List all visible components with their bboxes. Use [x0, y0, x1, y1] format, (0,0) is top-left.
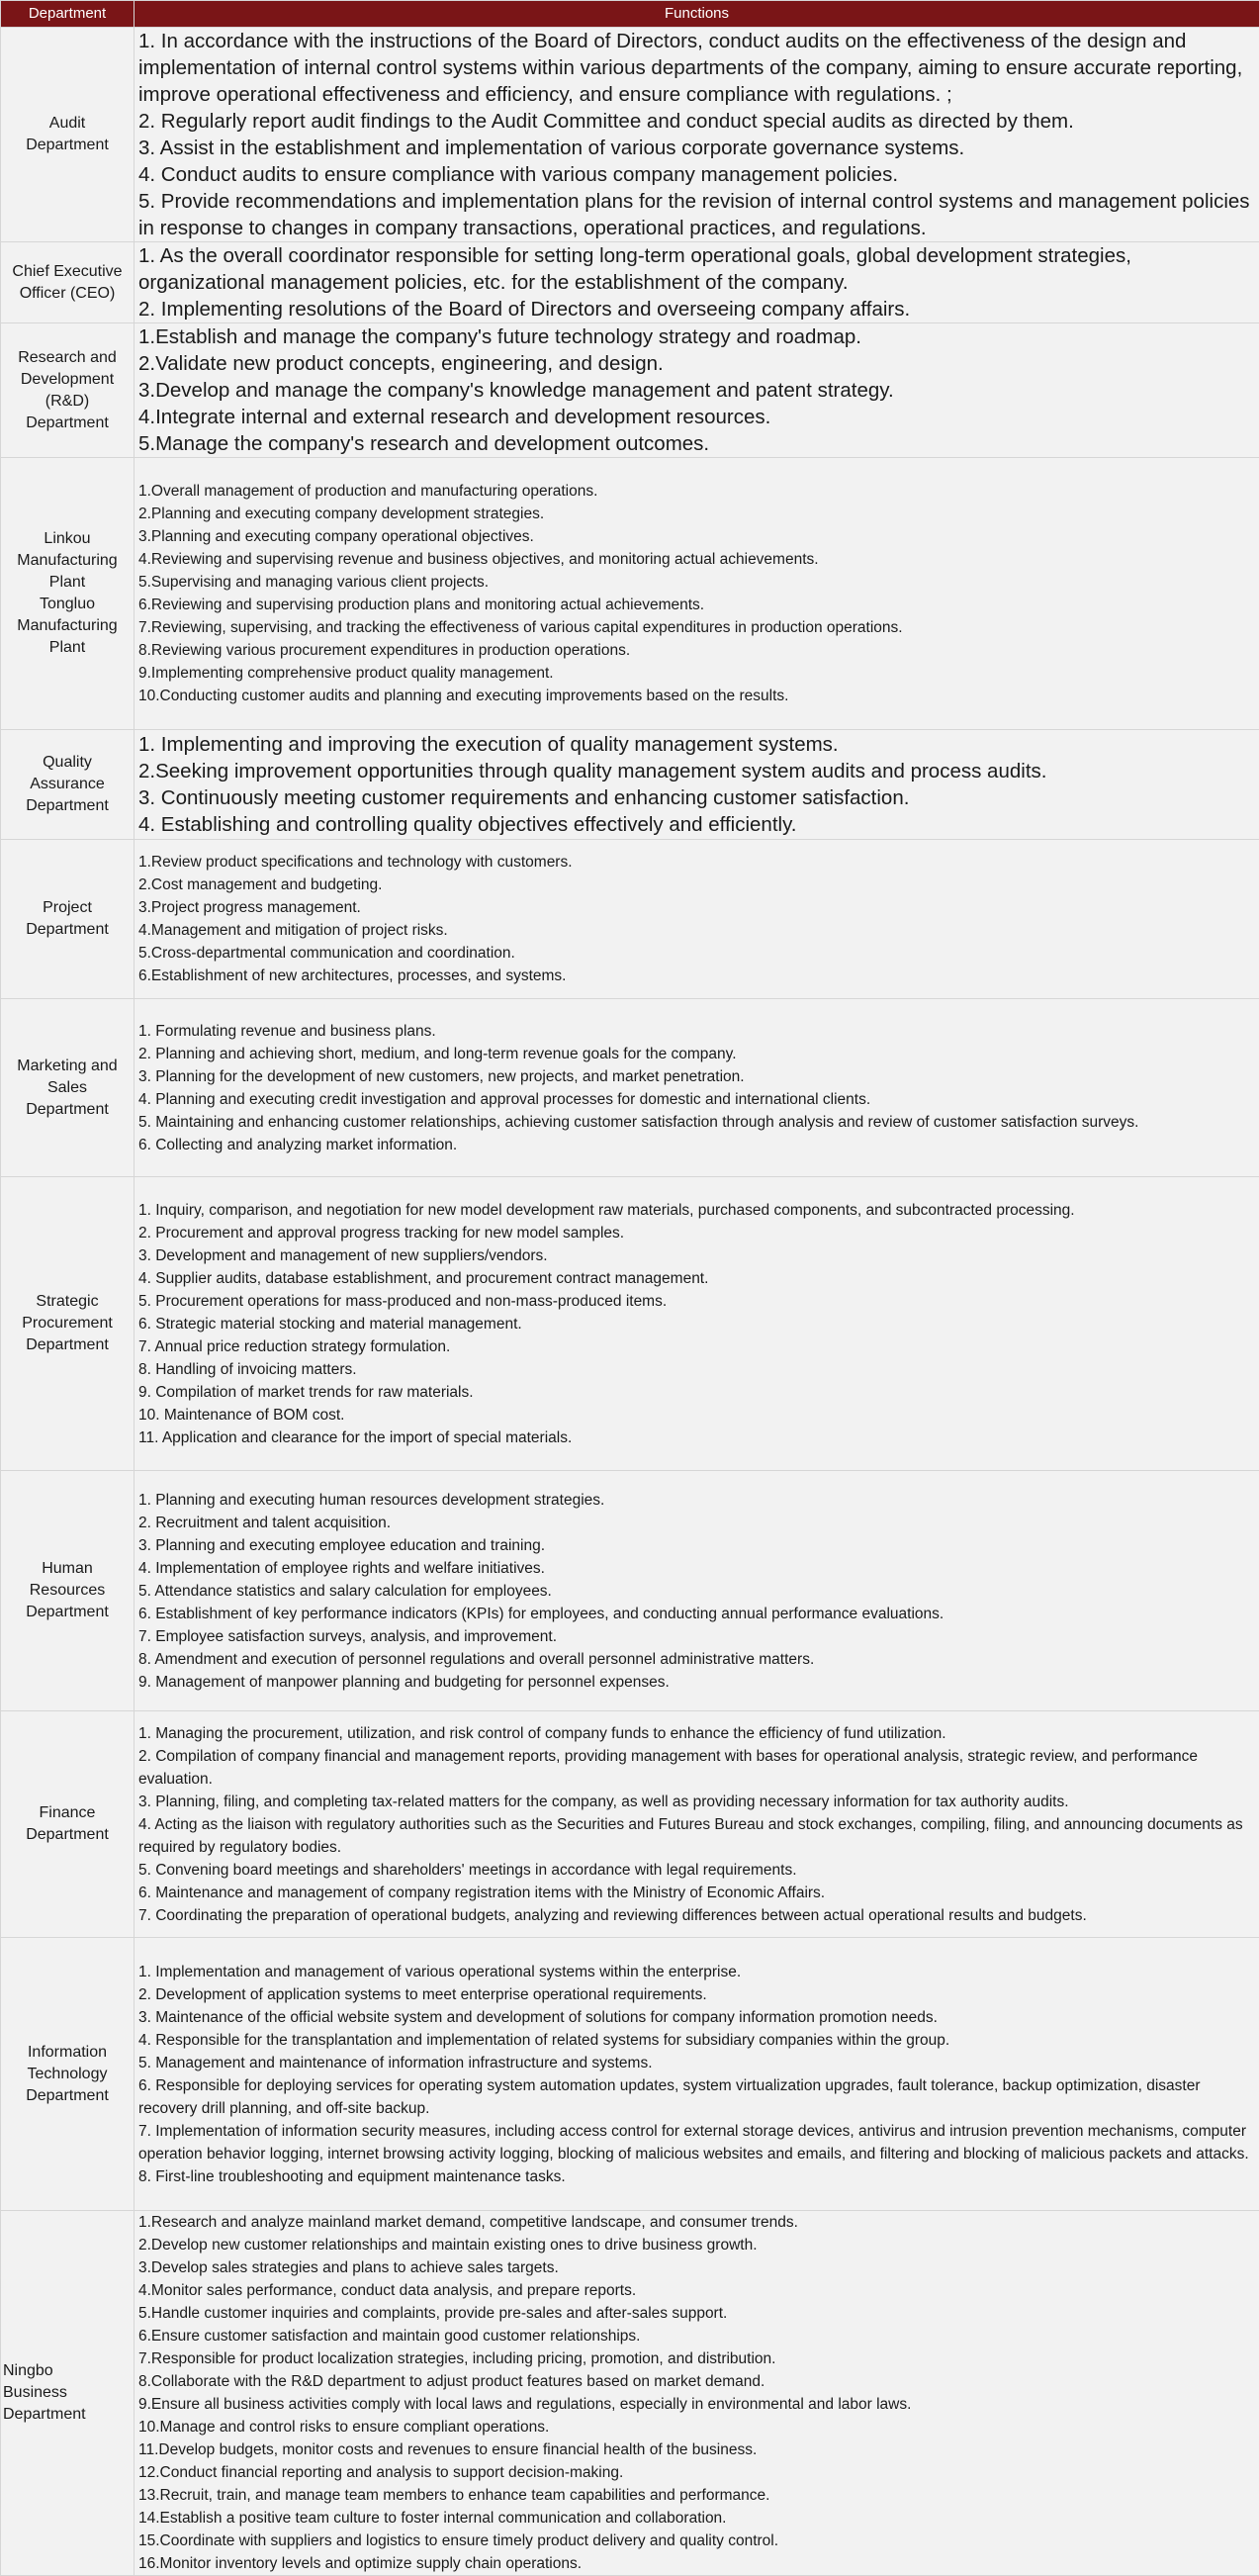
department-name-line: Plant: [3, 572, 132, 594]
function-item: 2.Planning and executing company development strategies.: [138, 503, 1255, 525]
department-name-line: Research and: [3, 347, 132, 369]
department-cell: [1, 840, 135, 999]
header-department: Department: [1, 1, 135, 28]
function-item: 5.Cross-departmental communication and coordination.: [138, 942, 1255, 965]
function-item: 1. Planning and executing human resources development strategies.: [138, 1489, 1255, 1512]
function-item: 5.Handle customer inquiries and complaints, provide pre-sales and after-sales support.: [138, 2302, 1255, 2325]
table-header-row: [1, 1, 1259, 28]
function-item: 7. Annual price reduction strategy formulation.: [138, 1335, 1255, 1358]
function-item: 3. Development and management of new suppliers/vendors.: [138, 1244, 1255, 1267]
function-item: 5. Maintaining and enhancing customer relationships, achieving customer satisfaction through analysis and review of customer satisfaction surveys.: [138, 1111, 1255, 1134]
functions-cell: [135, 28, 1259, 242]
functions-cell: [135, 1471, 1259, 1711]
function-item: 4.Integrate internal and external research and development resources.: [138, 404, 1255, 430]
function-item: 8.Collaborate with the R&D department to adjust product features based on market demand.: [138, 2370, 1255, 2393]
department-cell: [1, 730, 135, 840]
department-name-line: Business: [3, 2382, 132, 2404]
function-item: 2. Implementing resolutions of the Board of Directors and overseeing company affairs.: [138, 296, 1255, 322]
table-row: [1, 28, 1259, 242]
function-item: 14.Establish a positive team culture to foster internal communication and collaboration.: [138, 2507, 1255, 2530]
function-item: 7.Responsible for product localization strategies, including pricing, promotion, and distribution.: [138, 2347, 1255, 2370]
table-row: [1, 242, 1259, 323]
function-item: 9.Implementing comprehensive product quality management.: [138, 662, 1255, 685]
function-item: 1. In accordance with the instructions of the Board of Directors, conduct audits on the effectiveness of the design and implementation of internal control systems within various departments of the company, aiming to ensure accurate reporting, improve operational effectiveness and efficiency, and ensure compliance with regulations. ;: [138, 28, 1255, 108]
function-item: 3. Assist in the establishment and implementation of various corporate governance systems.: [138, 135, 1255, 161]
department-name-line: Sales: [3, 1077, 132, 1099]
functions-cell: [135, 1177, 1259, 1471]
table-row: [1, 1471, 1259, 1711]
function-item: 2.Develop new customer relationships and maintain existing ones to drive business growth.: [138, 2234, 1255, 2256]
department-name-line: Department: [3, 2404, 132, 2426]
function-item: 6. Establishment of key performance indicators (KPIs) for employees, and conducting annual performance evaluations.: [138, 1603, 1255, 1625]
department-name-line: Department: [3, 1824, 132, 1846]
department-name-line: Ningbo: [3, 2360, 132, 2382]
function-item: 6.Reviewing and supervising production plans and monitoring actual achievements.: [138, 594, 1255, 616]
function-item: 9. Compilation of market trends for raw materials.: [138, 1381, 1255, 1404]
function-item: 5. Attendance statistics and salary calculation for employees.: [138, 1580, 1255, 1603]
function-item: 3.Develop and manage the company's knowledge management and patent strategy.: [138, 377, 1255, 404]
function-item: 9.Ensure all business activities comply with local laws and regulations, especially in environmental and labor laws.: [138, 2393, 1255, 2416]
function-item: 1.Review product specifications and technology with customers.: [138, 851, 1255, 874]
function-item: 10.Conducting customer audits and planning and executing improvements based on the results.: [138, 685, 1255, 707]
department-name-line: Officer (CEO): [3, 283, 132, 305]
function-item: 6. Strategic material stocking and material management.: [138, 1313, 1255, 1335]
function-item: 6.Ensure customer satisfaction and maintain good customer relationships.: [138, 2325, 1255, 2347]
table-row: [1, 730, 1259, 840]
functions-list: [138, 1722, 1255, 1927]
department-name-line: Strategic: [3, 1291, 132, 1313]
function-item: 5.Manage the company's research and development outcomes.: [138, 430, 1255, 457]
function-item: 4. Conduct audits to ensure compliance with various company management policies.: [138, 161, 1255, 188]
function-item: 15.Coordinate with suppliers and logistics to ensure timely product delivery and quality control.: [138, 2530, 1255, 2552]
table-row: [1, 323, 1259, 458]
functions-cell: [135, 730, 1259, 840]
function-item: 1. Implementing and improving the execution of quality management systems.: [138, 731, 1255, 758]
functions-cell: [135, 323, 1259, 458]
function-item: 13.Recruit, train, and manage team members to enhance team capabilities and performance.: [138, 2484, 1255, 2507]
function-item: 2. Procurement and approval progress tracking for new model samples.: [138, 1222, 1255, 1244]
function-item: 3.Develop sales strategies and plans to achieve sales targets.: [138, 2256, 1255, 2279]
function-item: 1. Formulating revenue and business plans.: [138, 1020, 1255, 1043]
function-item: 11. Application and clearance for the import of special materials.: [138, 1426, 1255, 1449]
department-name-line: Resources: [3, 1580, 132, 1602]
department-name-line: Project: [3, 897, 132, 919]
department-name-line: (R&D): [3, 391, 132, 413]
department-name-line: Department: [3, 413, 132, 434]
department-name-line: Department: [3, 1602, 132, 1623]
function-item: 4.Monitor sales performance, conduct data analysis, and prepare reports.: [138, 2279, 1255, 2302]
department-name-line: Department: [3, 135, 132, 156]
functions-list: [138, 1020, 1255, 1156]
function-item: 11.Develop budgets, monitor costs and revenues to ensure financial health of the business.: [138, 2438, 1255, 2461]
function-item: 10. Maintenance of BOM cost.: [138, 1404, 1255, 1426]
function-item: 5. Procurement operations for mass-produced and non-mass-produced items.: [138, 1290, 1255, 1313]
table-body: [1, 28, 1259, 2576]
department-name-line: Development: [3, 369, 132, 391]
functions-list: [138, 731, 1255, 838]
function-item: 4. Supplier audits, database establishment, and procurement contract management.: [138, 1267, 1255, 1290]
functions-list: [138, 28, 1255, 241]
function-item: 3. Planning and executing employee education and training.: [138, 1534, 1255, 1557]
function-item: 3.Planning and executing company operational objectives.: [138, 525, 1255, 548]
functions-cell: [135, 1938, 1259, 2211]
function-item: 16.Monitor inventory levels and optimize supply chain operations.: [138, 2552, 1255, 2575]
function-item: 5. Management and maintenance of information infrastructure and systems.: [138, 2052, 1255, 2074]
department-name-line: Manufacturing: [3, 550, 132, 572]
table-row: [1, 999, 1259, 1177]
function-item: 1. Implementation and management of various operational systems within the enterprise.: [138, 1961, 1255, 1983]
functions-list: [138, 851, 1255, 987]
department-cell: [1, 1938, 135, 2211]
department-name-line: Technology: [3, 2064, 132, 2085]
department-name-line: Audit: [3, 113, 132, 135]
function-item: 7. Implementation of information security measures, including access control for external storage devices, antivirus and intrusion prevention mechanisms, computer operation behavior logging, internet browsing activity logging, blocking of malicious websites and emails, and filtering and blocking of malicious packets and attacks.: [138, 2120, 1255, 2165]
department-name-line: Department: [3, 919, 132, 941]
header-functions: Functions: [135, 1, 1259, 28]
function-item: 1.Establish and manage the company's future technology strategy and roadmap.: [138, 323, 1255, 350]
department-name-line: Tongluo: [3, 594, 132, 615]
functions-list: [138, 2211, 1255, 2575]
department-name-line: Department: [3, 1099, 132, 1121]
function-item: 4. Responsible for the transplantation and implementation of related systems for subsidiary companies within the group.: [138, 2029, 1255, 2052]
function-item: 2. Recruitment and talent acquisition.: [138, 1512, 1255, 1534]
department-name-line: Human: [3, 1558, 132, 1580]
department-name-line: Manufacturing: [3, 615, 132, 637]
table-row: [1, 1711, 1259, 1938]
function-item: 7.Reviewing, supervising, and tracking the effectiveness of various capital expenditures in production operations.: [138, 616, 1255, 639]
function-item: 6. Maintenance and management of company registration items with the Ministry of Economic Affairs.: [138, 1882, 1255, 1904]
department-name-line: Plant: [3, 637, 132, 659]
department-name-line: Information: [3, 2042, 132, 2064]
table-row: [1, 840, 1259, 999]
functions-cell: [135, 242, 1259, 323]
department-name-line: Assurance: [3, 774, 132, 795]
department-cell: [1, 1177, 135, 1471]
function-item: 4.Reviewing and supervising revenue and business objectives, and monitoring actual achievements.: [138, 548, 1255, 571]
department-cell: [1, 28, 135, 242]
function-item: 8. First-line troubleshooting and equipment maintenance tasks.: [138, 2165, 1255, 2188]
function-item: 5. Provide recommendations and implementation plans for the revision of internal control systems and management policies in response to changes in company transactions, operational practices, and regulations.: [138, 188, 1255, 241]
function-item: 7. Employee satisfaction surveys, analysis, and improvement.: [138, 1625, 1255, 1648]
table-row: [1, 1177, 1259, 1471]
department-name-line: Chief Executive: [3, 261, 132, 283]
department-name-line: Marketing and: [3, 1056, 132, 1077]
functions-list: [138, 242, 1255, 322]
function-item: 8.Reviewing various procurement expenditures in production operations.: [138, 639, 1255, 662]
function-item: 4. Acting as the liaison with regulatory authorities such as the Securities and Futures Bureau and stock exchanges, compiling, filing, and announcing documents as required by regulatory bodies.: [138, 1813, 1255, 1859]
table-row: [1, 2211, 1259, 2576]
function-item: 12.Conduct financial reporting and analysis to support decision-making.: [138, 2461, 1255, 2484]
function-item: 4. Establishing and controlling quality objectives effectively and efficiently.: [138, 811, 1255, 838]
function-item: 2. Development of application systems to meet enterprise operational requirements.: [138, 1983, 1255, 2006]
department-cell: [1, 999, 135, 1177]
function-item: 1. Inquiry, comparison, and negotiation for new model development raw materials, purchased components, and subcontracted processing.: [138, 1199, 1255, 1222]
department-name-line: Finance: [3, 1802, 132, 1824]
function-item: 2. Compilation of company financial and management reports, providing management with bases for operational analysis, strategic review, and performance evaluation.: [138, 1745, 1255, 1791]
function-item: 3. Maintenance of the official website system and development of solutions for company information promotion needs.: [138, 2006, 1255, 2029]
function-item: 2.Cost management and budgeting.: [138, 874, 1255, 896]
function-item: 3. Planning for the development of new customers, new projects, and market penetration.: [138, 1065, 1255, 1088]
table-row: [1, 458, 1259, 730]
function-item: 9. Management of manpower planning and budgeting for personnel expenses.: [138, 1671, 1255, 1694]
function-item: 1. As the overall coordinator responsible for setting long-term operational goals, global development strategies, organizational management policies, etc. for the establishment of the company.: [138, 242, 1255, 296]
function-item: 4. Planning and executing credit investigation and approval processes for domestic and international clients.: [138, 1088, 1255, 1111]
function-item: 3.Project progress management.: [138, 896, 1255, 919]
department-cell: [1, 242, 135, 323]
functions-cell: [135, 2211, 1259, 2576]
function-item: 7. Coordinating the preparation of operational budgets, analyzing and reviewing differences between actual operational results and budgets.: [138, 1904, 1255, 1927]
function-item: 1. Managing the procurement, utilization, and risk control of company funds to enhance the efficiency of fund utilization.: [138, 1722, 1255, 1745]
department-name-line: Department: [3, 1334, 132, 1356]
department-cell: [1, 323, 135, 458]
function-item: 3. Planning, filing, and completing tax-related matters for the company, as well as providing necessary information for tax authority audits.: [138, 1791, 1255, 1813]
function-item: 4.Management and mitigation of project risks.: [138, 919, 1255, 942]
function-item: 5. Convening board meetings and shareholders' meetings in accordance with legal requirements.: [138, 1859, 1255, 1882]
department-name-line: Linkou: [3, 528, 132, 550]
function-item: 3. Continuously meeting customer requirements and enhancing customer satisfaction.: [138, 784, 1255, 811]
table-row: [1, 1938, 1259, 2211]
function-item: 6. Collecting and analyzing market information.: [138, 1134, 1255, 1156]
department-name-line: Department: [3, 795, 132, 817]
functions-list: [138, 1961, 1255, 2188]
functions-cell: [135, 999, 1259, 1177]
function-item: 2. Planning and achieving short, medium, and long-term revenue goals for the company.: [138, 1043, 1255, 1065]
functions-list: [138, 1489, 1255, 1694]
functions-cell: [135, 840, 1259, 999]
department-name-line: Quality: [3, 752, 132, 774]
functions-cell: [135, 458, 1259, 730]
function-item: 1.Research and analyze mainland market demand, competitive landscape, and consumer trends.: [138, 2211, 1255, 2234]
function-item: 2.Seeking improvement opportunities through quality management system audits and process audits.: [138, 758, 1255, 784]
functions-cell: [135, 1711, 1259, 1938]
department-name-line: Department: [3, 2085, 132, 2107]
function-item: 5.Supervising and managing various client projects.: [138, 571, 1255, 594]
function-item: 6. Responsible for deploying services for operating system automation updates, system virtualization upgrades, fault tolerance, backup optimization, disaster recovery drill planning, and off-site backup.: [138, 2074, 1255, 2120]
function-item: 1.Overall management of production and manufacturing operations.: [138, 480, 1255, 503]
department-cell: [1, 2211, 135, 2576]
function-item: 4. Implementation of employee rights and welfare initiatives.: [138, 1557, 1255, 1580]
department-cell: [1, 1711, 135, 1938]
department-name-line: Procurement: [3, 1313, 132, 1334]
function-item: 2.Validate new product concepts, engineering, and design.: [138, 350, 1255, 377]
function-item: 8. Amendment and execution of personnel regulations and overall personnel administrative matters.: [138, 1648, 1255, 1671]
function-item: 10.Manage and control risks to ensure compliant operations.: [138, 2416, 1255, 2438]
department-cell: [1, 1471, 135, 1711]
functions-list: [138, 323, 1255, 457]
function-item: 6.Establishment of new architectures, processes, and systems.: [138, 965, 1255, 987]
department-cell: [1, 458, 135, 730]
functions-list: [138, 480, 1255, 707]
function-item: 2. Regularly report audit findings to the Audit Committee and conduct special audits as directed by them.: [138, 108, 1255, 135]
function-item: 8. Handling of invoicing matters.: [138, 1358, 1255, 1381]
functions-list: [138, 1199, 1255, 1449]
